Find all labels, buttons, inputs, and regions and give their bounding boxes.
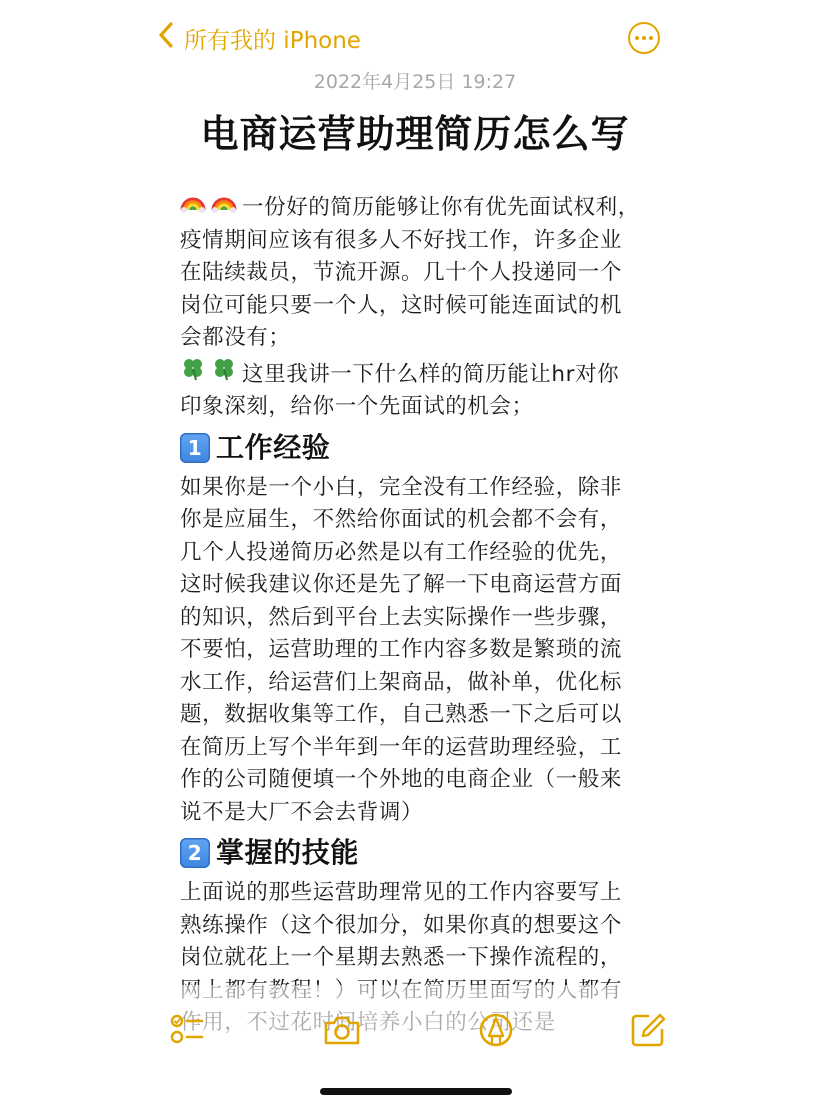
intro-text: 一份好的简历能够让你有优先面试权利，疫情期间应该有很多人不好找工作，许多企业在陆续裁员，节流开源。几十个人投递同一个岗位可能只要一个人，这时候可能连面试的机会都没有；	[180, 195, 640, 350]
section2-heading	[180, 829, 640, 877]
rainbow-emoji	[180, 188, 206, 214]
keycap-1-icon: 1	[180, 433, 210, 463]
markup-pen-icon[interactable]	[476, 1010, 516, 1050]
note-title[interactable]: 电商运营助理简历怎么写	[200, 112, 630, 156]
camera-icon[interactable]	[322, 1010, 362, 1050]
compose-icon[interactable]	[628, 1010, 668, 1050]
chevron-left-icon	[156, 20, 176, 56]
intro2-text: 这里我讲一下什么样的简历能让hr对你印象深刻，给你一个先面试的机会；	[180, 361, 620, 419]
section1-heading-text: 工作经验	[216, 430, 331, 464]
home-indicator[interactable]	[320, 1088, 512, 1095]
section2-body: 上面说的那些运营助理常见的工作内容要写上熟练操作（这个很加分，如果你真的想要这个岗位就花上一个星期去熟悉一下操作流程的，	[180, 880, 623, 970]
note-body[interactable]	[180, 188, 640, 1040]
four-leaf-clover-emoji	[211, 355, 237, 381]
back-label: 所有我的 iPhone	[184, 27, 361, 54]
section1-heading	[180, 424, 640, 472]
back-button[interactable]	[156, 22, 361, 54]
four-leaf-clover-emoji	[180, 355, 206, 381]
section2-heading-text: 掌握的技能	[216, 836, 360, 869]
keycap-2-icon: 2	[180, 838, 210, 868]
section1-body: 如果你是一个小白，完全没有工作经验，除非你是应届生，不然给你面试的机会都不会有，几个人投递简历必然是以有工作经验的优先，这时候我建议你还是先了解一下电商运营方面的知识，然后到平台上去实际操作一些步骤，不要怕，运营助理的工作内容多数是繁琐的流水工作，给运营们上架商品，做补单，优化标题，数据收集等工作，自己熟悉一下之后可以在简历上写个半年到一年的运营助理经验，工作的公司随便填一个外地的电商企业（一般来说不是大厂不会去背调）	[180, 474, 623, 825]
intro-paragraph	[180, 188, 640, 355]
bottom-toolbar	[0, 1010, 830, 1060]
intro2-paragraph	[180, 355, 640, 424]
ellipsis-circle-icon[interactable]	[628, 22, 660, 54]
checklist-icon[interactable]	[168, 1010, 208, 1050]
rainbow-emoji	[211, 188, 237, 214]
note-timestamp: 2022年4月25日 19:27	[313, 71, 517, 93]
